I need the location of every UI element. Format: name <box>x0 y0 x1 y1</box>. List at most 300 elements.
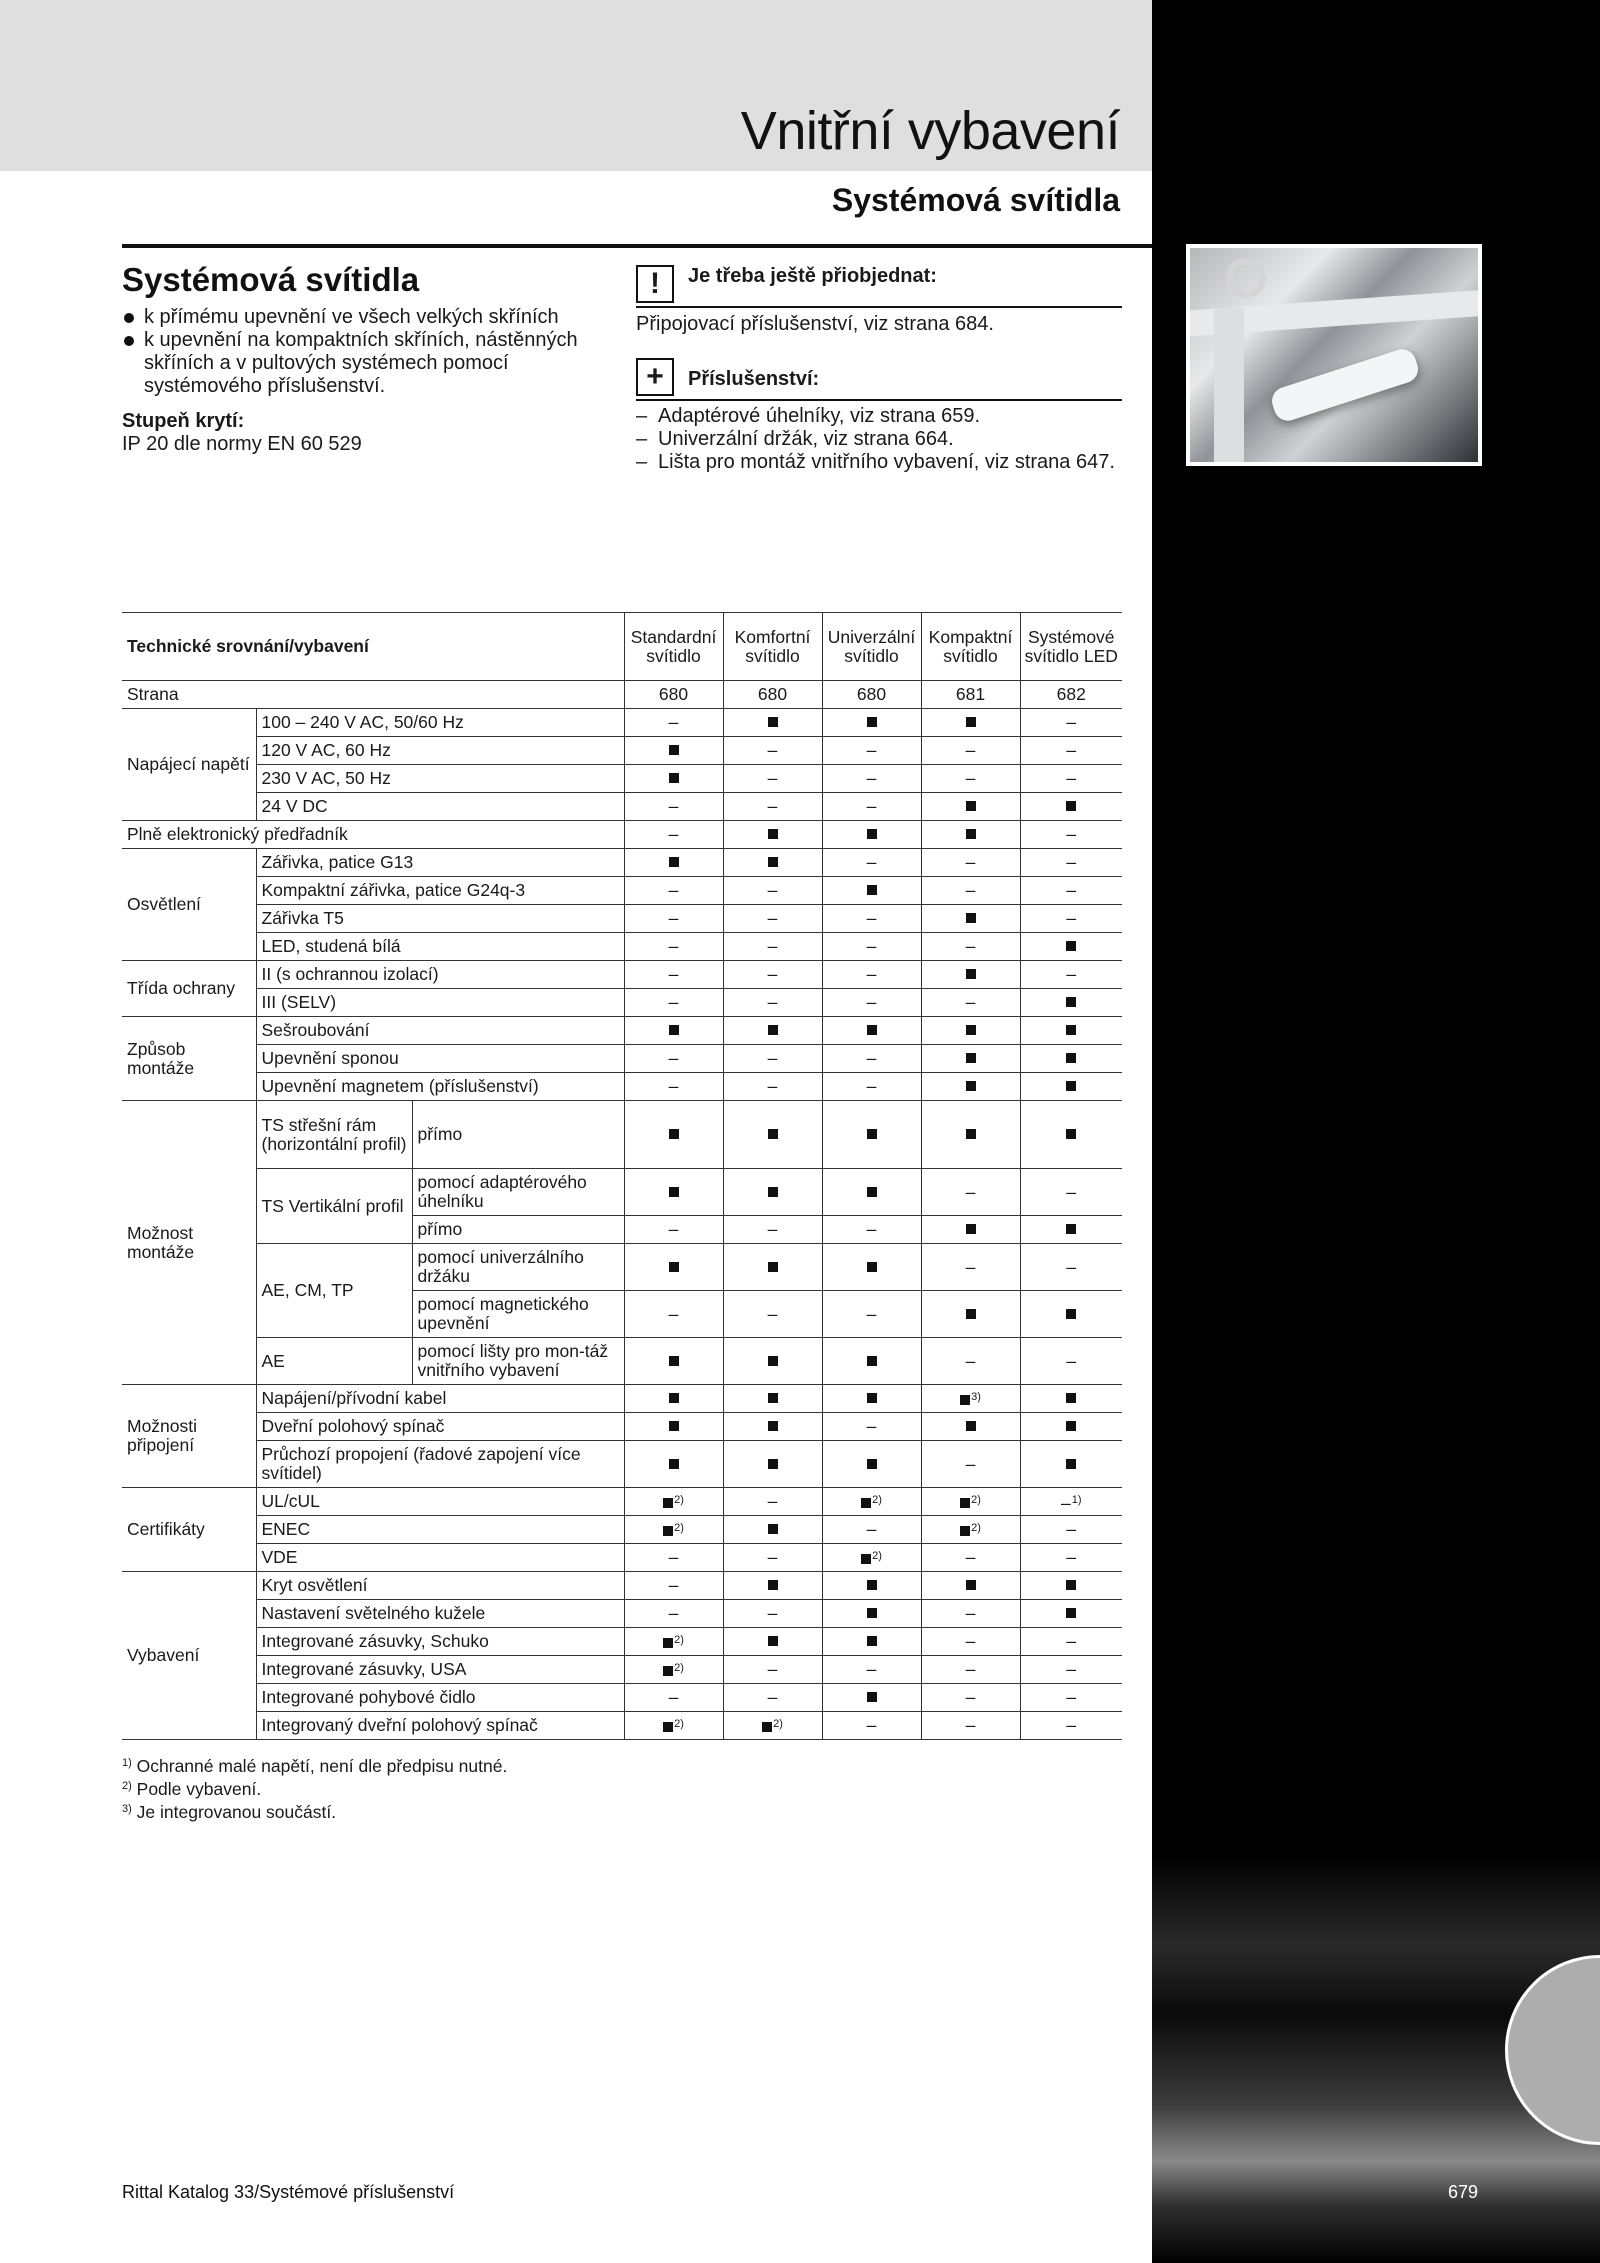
dash-icon: – <box>965 1547 976 1567</box>
table-cell <box>921 961 1020 989</box>
table-cell <box>1020 1684 1122 1712</box>
table-cell <box>1020 1045 1122 1073</box>
column-header: Univerzální svítidlo <box>822 613 921 681</box>
table-cell <box>624 737 723 765</box>
accessory-item: – Lišta pro montáž vnitřního vybavení, viz strana 647. <box>636 451 1122 474</box>
table-cell <box>822 1684 921 1712</box>
table-row <box>122 1073 1122 1101</box>
filled-square-icon <box>966 825 976 844</box>
row-sublabel: přímo <box>412 1216 624 1244</box>
table-cell <box>1020 1544 1122 1572</box>
filled-square-icon: 2) <box>663 1631 684 1653</box>
table-cell <box>1020 1216 1122 1244</box>
filled-square-icon <box>1066 797 1076 816</box>
dash-icon: – <box>1066 740 1077 760</box>
table-cell <box>624 1488 723 1516</box>
dash-icon: – <box>866 908 877 928</box>
table-cell <box>723 1291 822 1338</box>
dash-icon: – <box>866 1219 877 1239</box>
row-label: LED, studená bílá <box>256 933 624 961</box>
table-row <box>122 1441 1122 1488</box>
table-cell <box>624 1656 723 1684</box>
table-cell <box>624 1572 723 1600</box>
dash-icon: – <box>1066 1350 1077 1371</box>
table-cell <box>921 1684 1020 1712</box>
row-label: Integrovaný dveřní polohový spínač <box>256 1712 624 1740</box>
table-cell <box>921 1244 1020 1291</box>
table-cell <box>1020 821 1122 849</box>
row-label: 230 V AC, 50 Hz <box>256 765 624 793</box>
filled-square-icon <box>966 1021 976 1040</box>
dash-icon: – <box>767 1219 778 1239</box>
table-row <box>122 681 1122 709</box>
filled-square-icon <box>1066 1455 1076 1474</box>
table-cell <box>624 1338 723 1385</box>
table-cell <box>1020 877 1122 905</box>
filled-square-icon <box>966 1305 976 1324</box>
dash-icon: – <box>668 880 679 900</box>
table-cell <box>624 1244 723 1291</box>
row-sublabel: pomocí lišty pro mon-táž vnitřního vybavení <box>412 1338 624 1385</box>
dash-icon: – <box>866 1659 877 1679</box>
table-cell <box>1020 905 1122 933</box>
filled-square-icon <box>1066 1389 1076 1408</box>
filled-square-icon <box>867 1455 877 1474</box>
dash-icon: – <box>866 1416 877 1436</box>
protection-label: Stupeň krytí: <box>122 410 245 433</box>
dash-icon: – <box>965 768 976 788</box>
dash-icon: – <box>767 1076 778 1096</box>
accessory-item: – Univerzální držák, viz strana 664. <box>636 428 1122 451</box>
table-cell <box>921 1017 1020 1045</box>
table-cell <box>921 1544 1020 1572</box>
table-cell <box>723 793 822 821</box>
table-cell <box>723 989 822 1017</box>
table-cell <box>822 961 921 989</box>
table-cell <box>921 1385 1020 1413</box>
table-cell <box>822 1656 921 1684</box>
table-cell <box>921 737 1020 765</box>
filled-square-icon <box>867 1183 877 1202</box>
table-cell <box>1020 737 1122 765</box>
table-cell <box>624 961 723 989</box>
dash-icon: – <box>668 908 679 928</box>
plus-icon: + <box>636 358 674 396</box>
table-cell <box>822 821 921 849</box>
page-number: 679 <box>1448 2182 1479 2202</box>
table-cell <box>1020 1338 1122 1385</box>
table-cell <box>1020 1017 1122 1045</box>
row-group: Třída ochrany <box>122 961 256 1017</box>
filled-square-icon <box>1066 1021 1076 1040</box>
table-cell <box>723 1712 822 1740</box>
table-cell <box>822 989 921 1017</box>
table-cell <box>822 1169 921 1216</box>
filled-square-icon <box>669 1258 679 1277</box>
table-cell <box>921 1628 1020 1656</box>
filled-square-icon <box>669 1021 679 1040</box>
table-cell <box>921 1216 1020 1244</box>
filled-square-icon <box>1066 937 1076 956</box>
table-cell <box>822 1101 921 1169</box>
filled-square-icon <box>669 1389 679 1408</box>
dash-icon: – <box>767 1687 778 1707</box>
filled-square-icon <box>768 1455 778 1474</box>
dash-icon: – <box>767 908 778 928</box>
filled-square-icon <box>768 1021 778 1040</box>
filled-square-icon <box>867 825 877 844</box>
footnote: $^{1)}$ Ochranné malé napětí, není dle předpisu nutné. <box>122 1756 508 1776</box>
table-row <box>122 1385 1122 1413</box>
filled-square-icon <box>966 713 976 732</box>
row-label: AE <box>256 1338 412 1385</box>
table-cell <box>1020 1413 1122 1441</box>
table-cell <box>624 1628 723 1656</box>
table-cell <box>1020 1712 1122 1740</box>
dash-icon: – <box>1066 1256 1077 1277</box>
filled-square-icon <box>669 1455 679 1474</box>
dash-icon: – <box>965 852 976 872</box>
dash-icon: – <box>668 964 679 984</box>
table-row <box>122 877 1122 905</box>
filled-square-icon <box>768 1352 778 1371</box>
table-cell <box>921 1413 1020 1441</box>
row-group: Napájecí napětí <box>122 709 256 821</box>
table-cell <box>822 765 921 793</box>
filled-square-icon <box>867 1576 877 1595</box>
filled-square-icon <box>1066 1049 1076 1068</box>
filled-square-icon <box>966 1077 976 1096</box>
product-photo <box>1186 244 1482 466</box>
table-cell <box>822 1628 921 1656</box>
table-row <box>122 1413 1122 1441</box>
footer-catalog: Rittal Katalog 33/Systémové příslušenství <box>122 2182 455 2202</box>
table-cell <box>624 1017 723 1045</box>
table-cell <box>624 1516 723 1544</box>
table-cell <box>624 1045 723 1073</box>
filled-square-icon: 2) <box>762 1715 783 1737</box>
row-label: Kompaktní zářivka, patice G24q-3 <box>256 877 624 905</box>
row-label: 120 V AC, 60 Hz <box>256 737 624 765</box>
table-cell <box>921 849 1020 877</box>
page-title: Vnitřní vybavení <box>740 101 1120 161</box>
table-cell <box>822 1291 921 1338</box>
dash-icon: – <box>1066 1687 1077 1707</box>
column-header: Systémové svítidlo LED <box>1020 613 1122 681</box>
filled-square-icon: 2) <box>663 1659 684 1681</box>
dash-icon: – <box>767 992 778 1012</box>
dash-icon: – <box>866 1715 877 1735</box>
dash-icon: – <box>965 992 976 1012</box>
table-cell <box>723 1544 822 1572</box>
filled-square-icon <box>669 1417 679 1436</box>
dash-icon: – <box>866 936 877 956</box>
dash-icon: – <box>1066 908 1077 928</box>
table-cell <box>822 1413 921 1441</box>
table-row <box>122 765 1122 793</box>
table-cell <box>723 933 822 961</box>
table-cell <box>921 1516 1020 1544</box>
row-group: Strana <box>122 681 624 709</box>
table-cell <box>1020 1101 1122 1169</box>
dash-icon: – <box>1066 964 1077 984</box>
table-cell <box>1020 989 1122 1017</box>
table-cell <box>921 877 1020 905</box>
row-label: Průchozí propojení (řadové zapojení více svítidel) <box>256 1441 624 1488</box>
footnote: $^{3)}$ Je integrovanou součástí. <box>122 1802 337 1822</box>
table-cell: 681 <box>921 681 1020 709</box>
filled-square-icon <box>669 853 679 872</box>
dash-icon: – <box>1066 1547 1077 1567</box>
row-group: Plně elektronický předřadník <box>122 821 624 849</box>
dash-icon: – <box>1066 880 1077 900</box>
table-cell <box>624 709 723 737</box>
table-cell <box>723 1385 822 1413</box>
table-row <box>122 1544 1122 1572</box>
row-sublabel: pomocí univerzálního držáku <box>412 1244 624 1291</box>
row-sublabel: přímo <box>412 1101 624 1169</box>
dash-icon: – <box>1066 1715 1077 1735</box>
table-cell <box>624 1291 723 1338</box>
accessories-title: Příslušenství: <box>688 368 820 390</box>
row-label: Upevnění sponou <box>256 1045 624 1073</box>
order-note-text: Připojovací příslušenství, viz strana 684. <box>636 313 994 335</box>
table-cell <box>822 905 921 933</box>
table-cell <box>723 1413 822 1441</box>
table-cell <box>822 1516 921 1544</box>
dash-icon: – <box>668 1303 679 1324</box>
filled-square-icon: 2) <box>960 1491 981 1513</box>
table-cell <box>624 765 723 793</box>
table-cell <box>1020 1656 1122 1684</box>
table-cell <box>822 1488 921 1516</box>
dash-icon: – <box>668 796 679 816</box>
table-cell <box>723 1073 822 1101</box>
table-cell <box>723 1572 822 1600</box>
table-row <box>122 1101 1122 1169</box>
table-cell <box>723 765 822 793</box>
dash-icon: – <box>668 1219 679 1239</box>
table-cell <box>921 989 1020 1017</box>
dash-icon: – <box>767 1048 778 1068</box>
filled-square-icon <box>768 1520 778 1539</box>
dash-icon: – <box>965 1256 976 1277</box>
table-cell <box>1020 1488 1122 1516</box>
table-row <box>122 1169 1122 1216</box>
table-row <box>122 737 1122 765</box>
table-cell <box>921 1572 1020 1600</box>
filled-square-icon <box>1066 1604 1076 1623</box>
filled-square-icon <box>966 1576 976 1595</box>
order-note-title: Je třeba ještě přiobjednat: <box>688 265 937 287</box>
dash-icon: – <box>965 1715 976 1735</box>
dash-icon: – <box>668 1575 679 1595</box>
dash-icon: – <box>767 1547 778 1567</box>
table-cell <box>822 1385 921 1413</box>
table-cell <box>723 1684 822 1712</box>
table-cell <box>723 1101 822 1169</box>
filled-square-icon <box>669 1125 679 1144</box>
table-cell <box>822 1244 921 1291</box>
table-cell <box>1020 709 1122 737</box>
table-cell <box>624 989 723 1017</box>
filled-square-icon: 2) <box>861 1491 882 1513</box>
table-row <box>122 1684 1122 1712</box>
dash-icon: – <box>767 1603 778 1623</box>
row-label: Integrované zásuvky, USA <box>256 1656 624 1684</box>
dash-icon: – <box>965 936 976 956</box>
table-row <box>122 1338 1122 1385</box>
filled-square-icon <box>768 1183 778 1202</box>
table-cell <box>624 1073 723 1101</box>
row-group: Možnosti připojení <box>122 1385 256 1488</box>
filled-square-icon <box>1066 1220 1076 1239</box>
table-cell <box>723 1216 822 1244</box>
dash-icon: – <box>668 936 679 956</box>
dash-icon: – <box>767 936 778 956</box>
filled-square-icon <box>966 1125 976 1144</box>
table-cell <box>624 1600 723 1628</box>
dash-icon: – <box>767 768 778 788</box>
table-row <box>122 709 1122 737</box>
table-cell <box>921 1441 1020 1488</box>
dash-icon: – <box>668 1547 679 1567</box>
table-cell <box>624 1684 723 1712</box>
filled-square-icon <box>669 1352 679 1371</box>
table-cell <box>723 877 822 905</box>
table-cell <box>624 1169 723 1216</box>
table-cell: 682 <box>1020 681 1122 709</box>
row-label: Napájení/přívodní kabel <box>256 1385 624 1413</box>
table-cell <box>723 1169 822 1216</box>
filled-square-icon <box>768 1258 778 1277</box>
table-cell <box>624 1101 723 1169</box>
row-label: Integrované zásuvky, Schuko <box>256 1628 624 1656</box>
table-cell <box>1020 765 1122 793</box>
dash-icon: – <box>866 1303 877 1324</box>
row-label: Zářivka, patice G13 <box>256 849 624 877</box>
table-cell <box>921 1656 1020 1684</box>
table-cell <box>624 1544 723 1572</box>
filled-square-icon <box>867 1258 877 1277</box>
order-note <box>636 265 1122 336</box>
table-cell <box>1020 1073 1122 1101</box>
table-row <box>122 1572 1122 1600</box>
dash-icon: – <box>866 1519 877 1539</box>
dash-icon: – <box>1066 712 1077 732</box>
table-cell <box>723 821 822 849</box>
table-cell <box>723 1600 822 1628</box>
row-label: Sešroubování <box>256 1017 624 1045</box>
table-cell <box>624 1413 723 1441</box>
table-cell <box>921 1101 1020 1169</box>
filled-square-icon <box>1066 1576 1076 1595</box>
dash-icon: –$^{1)}$ <box>1060 1492 1082 1513</box>
table-cell <box>723 905 822 933</box>
accessories-note <box>636 358 1122 474</box>
table-cell <box>723 1441 822 1488</box>
table-cell <box>723 1656 822 1684</box>
table-cell <box>921 905 1020 933</box>
filled-square-icon <box>966 1220 976 1239</box>
filled-square-icon <box>867 1021 877 1040</box>
filled-square-icon <box>867 1604 877 1623</box>
table-cell <box>921 1338 1020 1385</box>
table-cell <box>723 1338 822 1385</box>
row-label: Dveřní polohový spínač <box>256 1413 624 1441</box>
table-row <box>122 1488 1122 1516</box>
row-sublabel: pomocí magnetického upevnění <box>412 1291 624 1338</box>
column-header: Kompaktní svítidlo <box>921 613 1020 681</box>
table-row <box>122 933 1122 961</box>
table-cell <box>1020 849 1122 877</box>
table-cell <box>822 1441 921 1488</box>
table-cell <box>921 1600 1020 1628</box>
filled-square-icon <box>768 1632 778 1651</box>
dash-icon: – <box>965 1453 976 1474</box>
table-cell <box>624 793 723 821</box>
dash-icon: – <box>668 712 679 732</box>
table-cell <box>822 1045 921 1073</box>
filled-square-icon <box>768 1389 778 1408</box>
table-cell <box>723 1516 822 1544</box>
table-cell <box>822 1338 921 1385</box>
table-cell: 680 <box>822 681 921 709</box>
dash-icon: – <box>965 1659 976 1679</box>
row-label: 24 V DC <box>256 793 624 821</box>
table-cell <box>723 1244 822 1291</box>
filled-square-icon <box>768 1576 778 1595</box>
table-row <box>122 1244 1122 1291</box>
filled-square-icon <box>768 713 778 732</box>
table-cell <box>723 961 822 989</box>
table-cell <box>1020 1385 1122 1413</box>
filled-square-icon <box>768 853 778 872</box>
table-cell <box>723 1488 822 1516</box>
table-title: Technické srovnání/vybavení <box>122 613 624 681</box>
table-cell <box>822 737 921 765</box>
row-label: III (SELV) <box>256 989 624 1017</box>
table-cell <box>822 1017 921 1045</box>
table-body <box>122 681 1122 1740</box>
table-cell <box>822 1216 921 1244</box>
table-cell <box>1020 933 1122 961</box>
table-cell <box>822 1712 921 1740</box>
table-cell <box>723 709 822 737</box>
intro-bullet: k přímému upevnění ve všech velkých skříních <box>122 306 622 329</box>
notes-section <box>636 265 1122 474</box>
filled-square-icon <box>669 1183 679 1202</box>
table-cell <box>921 1488 1020 1516</box>
table-row <box>122 905 1122 933</box>
row-label: VDE <box>256 1544 624 1572</box>
filled-square-icon: 2) <box>663 1519 684 1541</box>
filled-square-icon <box>966 797 976 816</box>
table-cell <box>1020 1628 1122 1656</box>
row-label: Integrované pohybové čidlo <box>256 1684 624 1712</box>
table-cell <box>723 1628 822 1656</box>
accessories-list <box>636 405 1122 474</box>
intro-heading: Systémová svítidla <box>122 261 420 298</box>
dash-icon: – <box>767 1659 778 1679</box>
row-group: Způsob montáže <box>122 1017 256 1101</box>
table-cell <box>822 793 921 821</box>
row-label: 100 – 240 V AC, 50/60 Hz <box>256 709 624 737</box>
row-label: Zářivka T5 <box>256 905 624 933</box>
column-header: Komfortní svítidlo <box>723 613 822 681</box>
table-row <box>122 849 1122 877</box>
table-row <box>122 1656 1122 1684</box>
